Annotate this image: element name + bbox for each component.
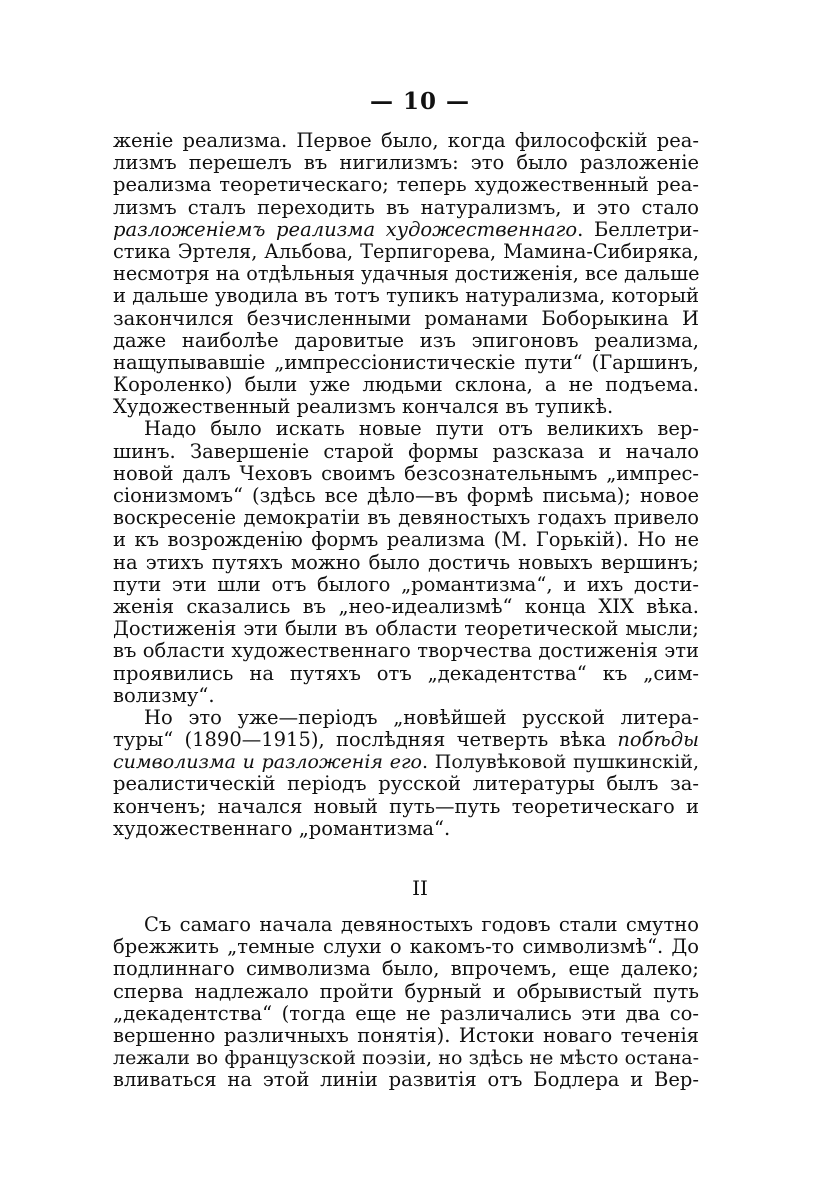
text-line [113,618,699,640]
text-line [113,574,699,596]
text-line [113,773,699,795]
text-segment: реализма теоретическаго; теперь художественный реа- [113,173,699,197]
text-line [113,685,699,707]
text-segment: сперва надлежало пройти бурный и обрывистый путь [113,979,699,1003]
text-segment: туры“ (1890—1915), послѣдняя четверть вѣка [113,728,618,752]
text-line [113,441,699,463]
text-segment: стика Эртеля, Альбова, Терпигорева, Мамина-Сибиряка, [113,239,699,263]
text-segment: вершенно различныхъ понятія). Истоки новаго теченія [113,1023,699,1047]
text-segment: шинъ. Завершеніе старой формы разсказа и начало [113,439,699,463]
text-line [113,796,699,818]
italic-text: побѣды [617,728,699,752]
text-segment: на этихъ путяхъ можно было достичь новыхъ вершинъ; [113,550,699,574]
text-segment: несмотря на отдѣльныя удачныя достиженія, все дальше [113,262,700,286]
text-line [113,552,699,574]
text-segment: Достиженія эти были въ области теоретической мысли; [113,617,699,641]
text-segment: . Беллетри- [577,217,699,241]
text-line [113,241,699,263]
text-line [113,1003,699,1025]
text-line [113,1047,699,1069]
text-line [113,285,699,307]
text-segment: конченъ; начался новый путь—путь теоретическаго и [113,794,699,818]
text-segment: новой далъ Чеховъ своимъ безсознательнымъ „импрес- [113,461,699,485]
text-segment: . Полувѣковой пушкинскій, [422,751,700,774]
text-line [113,707,699,729]
text-line [113,958,699,980]
text-line [113,197,699,219]
italic-text: разложеніемъ реализма художественнаго [113,217,578,241]
text-line [113,418,699,440]
text-line [113,751,699,773]
text-segment: лизмъ сталъ переходить въ натурализмъ, и это стало [113,195,699,219]
text-segment: Надо было искать новые пути отъ великихъ вер- [144,417,699,441]
text-line [113,529,699,551]
text-line [113,374,699,396]
text-line [113,152,699,174]
text-segment: пути эти шли отъ былого „романтизма“, и ихъ дости- [113,572,699,596]
text-segment: Короленко) были уже людьми склона, а не подъема. [113,373,699,397]
italic-text: символизма и разложенія его [113,751,422,774]
text-segment: Съ самаго начала девяностыхъ годовъ стали смутно [144,913,699,936]
text-line [113,263,699,285]
page-number: — 10 — [369,88,471,115]
text-segment: даже наиболѣе даровитые изъ эпигоновъ реализма, [113,328,699,352]
text-line [113,981,699,1003]
text-segment: женія сказались въ „нео-идеализмѣ“ конца XIX вѣка. [113,594,699,618]
text-segment: проявились на путяхъ отъ „декадентства“ къ „сим- [113,661,699,685]
text-line [113,914,699,936]
text-segment: лизмъ перешелъ въ нигилизмъ: это было разложеніе [113,151,699,175]
text-line [113,1025,699,1047]
text-line [113,818,699,840]
paragraphs-block-2 [113,914,699,1092]
text-segment: и къ возрожденію формъ реализма (М. Горькій). Но не [113,528,699,552]
text-segment: реалистическій періодъ русской литературы былъ за- [113,772,699,796]
text-line [113,174,699,196]
text-segment: „декадентства“ (тогда еще не различались эти два со- [113,1001,699,1025]
text-line [113,352,699,374]
text-line [113,219,699,241]
paragraphs-block-1 [113,130,699,840]
text-line [113,1069,699,1091]
text-segment: въ области художественнаго творчества достиженія эти [113,639,699,663]
text-line [113,396,699,418]
text-segment: и дальше уводила въ тотъ тупикъ натурализма, который [113,284,699,308]
text-line [113,308,699,330]
text-segment: женіе реализма. Первое было, когда философскій реа- [113,129,699,152]
text-segment: художественнаго „романтизма“. [113,816,451,840]
text-line [113,663,699,685]
text-segment: сіонизмомъ“ (здѣсь все дѣло—въ формѣ письма); новое [113,484,699,507]
text-line [113,729,699,751]
section-heading: II [412,876,428,900]
text-segment: Но это уже—періодъ „новѣйшей русской литера- [144,705,699,729]
text-segment: лежали во французской поэзіи, но здѣсь не мѣсто остана- [113,1047,699,1070]
text-segment: брежжить „темные слухи о какомъ-то символизмѣ“. До [113,935,699,959]
text-line [113,640,699,662]
text-line [113,130,699,152]
text-segment: закончился безчисленными романами Боборыкина И [113,306,699,330]
text-line [113,330,699,352]
text-segment: нащупывавшіе „импрессіонистическіе пути“ (Гаршинъ, [113,350,699,374]
text-line [113,463,699,485]
text-segment: волизму“. [113,683,215,707]
text-segment: вливаться на этой линіи развитія отъ Бодлера и Вер- [113,1068,699,1092]
text-line [113,507,699,529]
text-segment: подлиннаго символизма было, впрочемъ, еще далеко; [113,957,699,981]
text-segment: воскресеніе демократіи въ девяностыхъ годахъ привело [113,506,699,530]
text-line [113,936,699,958]
text-line [113,596,699,618]
text-line [113,485,699,507]
text-segment: Художественный реализмъ кончался въ тупикѣ. [113,395,614,419]
